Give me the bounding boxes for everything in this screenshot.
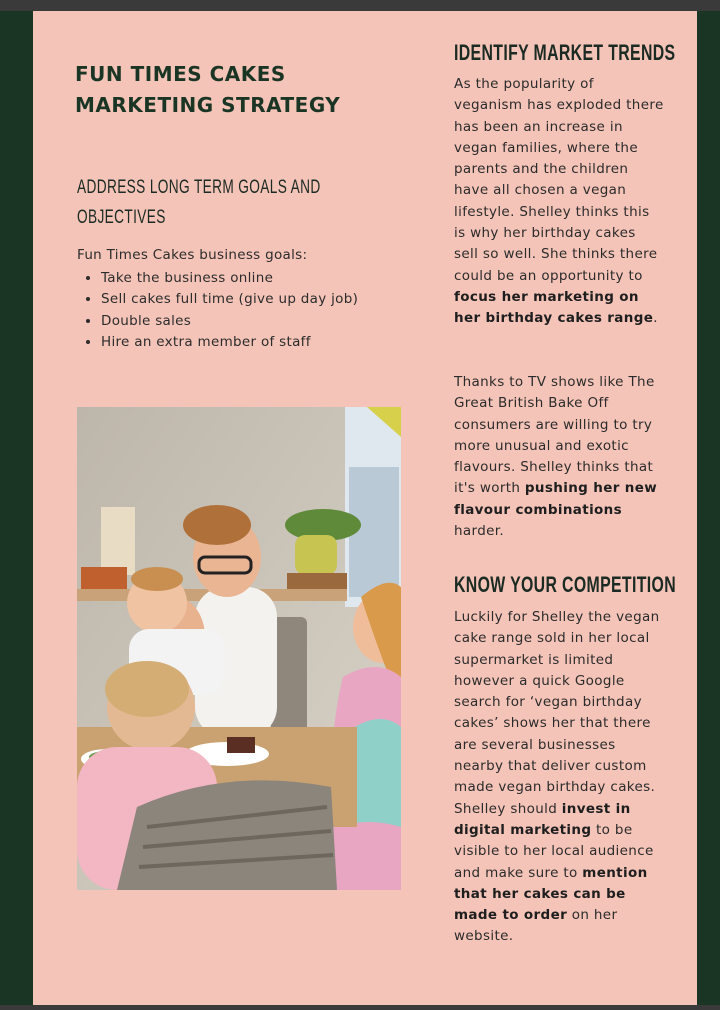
family-birthday-photo [77,407,401,890]
p1-text: As the popularity of veganism has exploded there has been an increase in vegan families, where the parents and the children have all chosen a vegan lifestyle. Shelley thinks this is why her birthday cakes sell so well. She thinks there could be an opportunity to [454,76,664,284]
list-item: • Double sales [101,311,358,332]
p1-end: . [653,310,658,327]
title-line-2: MARKETING STRATEGY [75,93,341,117]
page-title [75,59,340,121]
viewer-top-bar [0,0,720,11]
market-trends-paragraph-1 [454,74,664,330]
goals-heading-line-2: OBJECTIVES [77,207,166,228]
list-item: • Sell cakes full time (give up day job) [101,289,358,310]
p2-end: harder. [454,523,505,540]
list-item: • Hire an extra member of staff [101,332,358,353]
competition-paragraph [454,607,664,948]
comp-bold-1: invest in digital marketing [454,800,631,838]
comp-text-3: on her website. [454,907,618,945]
p1-bold: focus her marketing on her birthday cakes range [454,288,654,327]
comp-text-1: Luckily for Shelley the vegan cake range sold in her local supermarket is limited however a quick Google search for ‘vegan birthday cakes’ shows her that there are several businesses nearby that deliver custom made vegan birthday cakes. Shelley should [454,609,660,817]
title-line-1: FUN TIMES CAKES [75,62,286,86]
document-page [33,11,697,1005]
goals-intro: Fun Times Cakes business goals: [77,247,308,263]
market-trends-paragraph-2 [454,372,664,542]
p2-text: Thanks to TV shows like The Great British Bake Off consumers are willing to try more unusual and exotic flavours. Shelley thinks that it's worth [454,374,655,497]
comp-bold-2: mention that her cakes can be made to order [454,864,648,924]
goals-list [77,268,358,353]
p2-bold: pushing her new flavour combinations [454,480,658,518]
viewer-bottom-bar [0,1005,720,1010]
competition-heading: KNOW YOUR COMPETITION [454,572,676,597]
goals-heading-line-1: ADDRESS LONG TERM GOALS AND [77,177,321,198]
market-trends-heading: IDENTIFY MARKET TRENDS [454,40,676,65]
comp-text-2: to be visible to her local audience and make sure to [454,821,654,881]
list-item: • Take the business online [101,268,358,289]
goals-heading [77,173,321,233]
